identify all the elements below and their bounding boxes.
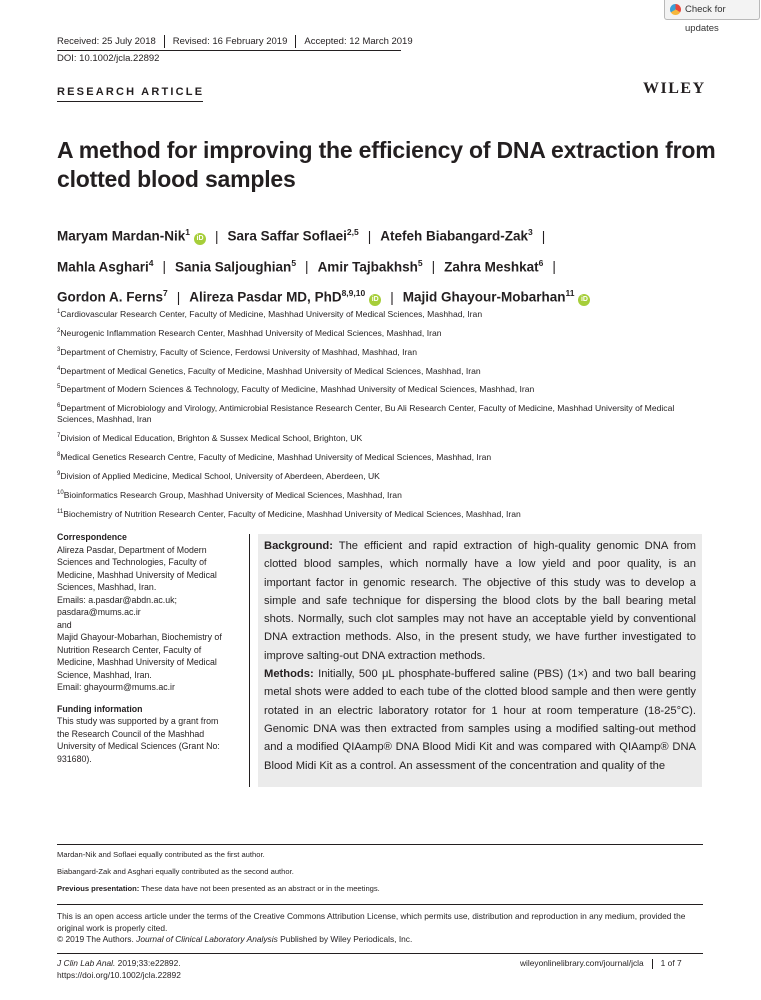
funding-text: This study was supported by a grant from the Research Council of the Mashhad University of Medical Sciences (Grant No: 931680).: [57, 716, 220, 764]
author-affiliation-ref: 2,5: [346, 227, 359, 237]
author-affiliation-ref: 1: [185, 227, 191, 237]
check-for-updates-label: Check for updates: [685, 4, 726, 34]
doi[interactable]: DOI: 10.1002/jcla.22892: [57, 53, 160, 64]
affiliation-text: Division of Applied Medicine, Medical School, University of Aberdeen, Aberdeen, UK: [60, 470, 380, 481]
received-date: Received: 25 July 2018: [57, 36, 156, 47]
methods-label: Methods:: [264, 668, 314, 681]
affiliation-text: Medical Genetics Research Centre, Faculty of Medicine, Mashhad University of Medical Sciences, Mashhad, Iran: [60, 451, 492, 462]
license-rule: [57, 904, 703, 905]
doi-link[interactable]: https://doi.org/10.1002/jcla.22892: [57, 970, 181, 980]
affiliation: [57, 431, 687, 444]
correspondence-heading: Correspondence: [57, 532, 127, 542]
affiliation-number: 7: [57, 433, 61, 440]
affiliation: [57, 450, 687, 463]
affiliation: [57, 507, 687, 520]
correspondence-line: Majid Ghayour-Mobarhan, Biochemistry of Nutrition Research Center, Faculty of Medicine, Mashhad University of Medical Science, Mashhad, Iran.: [57, 632, 222, 680]
orcid-icon[interactable]: iD: [578, 294, 590, 306]
previous-label: Previous presentation:: [57, 884, 140, 893]
citation-rest: 2019;33:e22892.: [115, 958, 181, 968]
publisher-logo: WILEY: [643, 80, 706, 97]
copyright-line: [57, 934, 703, 946]
author-name: Atefeh Biabangard-Zak: [380, 228, 528, 244]
license-block: [57, 911, 703, 946]
correspondence-line[interactable]: Email: ghayourm@mums.ac.ir: [57, 682, 175, 692]
correspondence-line: and: [57, 619, 72, 630]
affiliation-number: 9: [57, 470, 61, 477]
author-name: Majid Ghayour-Mobarhan: [402, 289, 566, 305]
author-affiliation-ref: 8,9,10: [341, 288, 366, 298]
divider: [652, 959, 653, 969]
header-rule: [57, 50, 401, 51]
abstract-background: [258, 534, 702, 665]
abstract-methods: [258, 665, 702, 775]
funding-heading: Funding information: [57, 703, 143, 714]
article-title: A method for improving the efficiency of DNA extraction from clotted blood samples: [57, 137, 716, 192]
footer-right: [520, 957, 682, 969]
author-separator: |: [162, 259, 167, 274]
affiliation-number: 11: [57, 508, 64, 515]
affiliation-text: Department of Modern Sciences & Technology, Faculty of Medicine, Mashhad University of Medical Sciences, Mashhad, Iran: [60, 384, 535, 395]
methods-text: Initially, 500 μL phosphate-buffered saline (PBS) (1×) and two ball bearing metal shots were added to each tube of the clotted blood sample and then were gently rotated in an electric laboratory rotator for 1 hour at room temperature (18-25°C). Genomic DNA was then extracted from samples using a modified salting-out method and a modified QIAamp® DNA Blood Midi Kit and was compared with QIAamp® DNA Blood Midi Kit as a control. An assessment of the concentration and quality of the: [264, 668, 697, 772]
footer-citation: [57, 957, 181, 981]
author-affiliation-ref: 5: [417, 257, 423, 268]
affiliation: [57, 382, 687, 395]
footnotes: [57, 850, 697, 901]
background-text: The efficient and rapid extraction of high-quality genomic DNA from clotted blood samples, which normally have a low yield and poor quality, is an important factor in genomic research. The objective of this study was to develop a simple and safe technique for dispersing the blood clots by the ball bearing metal shots. Normally, such clot samples may not have an acceptable yield by conventional DNA extraction methods. Also, in the present study, we have further investigated to improve salting-out DNA extraction methods.: [264, 540, 696, 662]
accepted-date: Accepted: 12 March 2019: [304, 36, 413, 47]
affiliation-list: [57, 307, 687, 525]
affiliation: [57, 345, 687, 358]
author-separator: |: [305, 259, 309, 274]
background-label: Background:: [264, 540, 333, 552]
affiliation-text: Neurogenic Inflammation Research Center, Mashhad University of Medical Sciences, Mashhad, Iran: [60, 327, 442, 338]
divider: [295, 35, 296, 48]
author-list: [57, 219, 717, 311]
affiliation: [57, 469, 687, 482]
citation-line: [57, 957, 181, 969]
affiliation-number: 2: [57, 327, 61, 334]
correspondence-line: Alireza Pasdar, Department of Modern Sciences and Technologies, Faculty of Medicine, Mashhad University of Medical Sciences, Mashhad, Iran.: [57, 544, 217, 592]
affiliation: [57, 326, 687, 339]
check-for-updates-button[interactable]: [664, 0, 760, 34]
author-separator: |: [176, 289, 181, 305]
orcid-icon[interactable]: iD: [194, 233, 206, 245]
affiliation-text: Biochemistry of Nutrition Research Center, Faculty of Medicine, Mashhad University of Medical Sciences, Mashhad, Iran: [63, 508, 521, 519]
author-affiliation-ref: 3: [527, 227, 533, 237]
crossmark-icon: [670, 4, 681, 15]
affiliation-text: Bioinformatics Research Group, Mashhad University of Medical Sciences, Mashhad, Iran: [63, 489, 402, 500]
journal-name: Journal of Clinical Laboratory Analysis: [136, 934, 278, 944]
affiliation-text: Division of Medical Education, Brighton & Sussex Medical School, Brighton, UK: [60, 433, 363, 444]
abstract-box: [258, 534, 702, 787]
affiliation-number: 8: [57, 452, 61, 459]
affiliation-number: 1: [57, 309, 61, 315]
footnote: Biabangard-Zak and Asghari equally contributed as the second author.: [57, 867, 294, 876]
affiliation-number: 10: [57, 489, 64, 496]
copyright-pre: © 2019 The Authors.: [57, 934, 137, 944]
author-separator: |: [541, 228, 546, 244]
orcid-icon[interactable]: iD: [369, 294, 381, 306]
section-underline: [57, 101, 203, 102]
affiliation: [57, 364, 687, 377]
notes-rule: [57, 844, 703, 845]
footnote: Mardan-Nik and Soflaei equally contributed as the first author.: [57, 850, 265, 859]
author-name: Alireza Pasdar MD, PhD: [189, 289, 342, 305]
author-separator: |: [215, 228, 219, 244]
author-affiliation-ref: 6: [538, 257, 544, 268]
license-text: This is an open access article under the terms of the Creative Commons Attribution License, which permits use, distribution and reproduction in any medium, provided the original work is properly cited.: [57, 911, 686, 933]
affiliation: [57, 401, 687, 425]
page-number: 1 of 7: [660, 958, 682, 968]
author-name: Sara Saffar Soflaei: [227, 228, 347, 244]
affiliation-text: Department of Chemistry, Faculty of Science, Ferdowsi University of Mashhad, Mashhad, Iran: [60, 346, 417, 357]
article-dates: [57, 34, 413, 50]
affiliation: [57, 488, 687, 501]
previous-text: These data have not been presented as an abstract or in the meetings.: [141, 884, 380, 893]
author-affiliation-ref: 5: [291, 257, 297, 268]
affiliation-number: 4: [57, 365, 61, 372]
previous-presentation: [57, 884, 697, 894]
author-name: Amir Tajbakhsh: [317, 259, 418, 274]
author-separator: |: [367, 228, 372, 244]
author-name: Zahra Meshkat: [444, 259, 539, 274]
author-name: Sania Saljoughian: [175, 259, 292, 274]
author-separator: |: [390, 289, 394, 305]
affiliation-number: 5: [57, 384, 61, 391]
footer-rule: [57, 953, 703, 954]
revised-date: Revised: 16 February 2019: [172, 36, 288, 47]
author-separator: |: [431, 259, 436, 274]
author-separator: |: [552, 259, 556, 274]
affiliation-text: Department of Medical Genetics, Faculty of Medicine, Mashhad University of Medical Sciences, Mashhad, Iran: [60, 365, 481, 376]
affiliation-number: 3: [57, 346, 61, 353]
author-name: Gordon A. Ferns: [57, 289, 164, 305]
column-divider: [249, 534, 250, 787]
author-affiliation-ref: 11: [565, 288, 575, 298]
affiliation-text: Cardiovascular Research Center, Faculty of Medicine, Mashhad University of Medical Sciences, Mashhad, Iran: [60, 308, 483, 319]
divider: [164, 35, 165, 48]
affiliation-text: Department of Microbiology and Virology, Antimicrobial Resistance Research Center, Bu Ali Research Center, Faculty of Medicine, Mashhad University of Medical Sciences, Mashhad, Iran: [57, 403, 675, 425]
citation-journal: J Clin Lab Anal.: [57, 958, 116, 968]
section-label: RESEARCH ARTICLE: [57, 86, 205, 98]
correspondence-line[interactable]: Emails: a.pasdar@abdn.ac.uk; pasdara@mums.ac.ir: [57, 594, 177, 617]
affiliation-number: 6: [57, 403, 61, 410]
copyright-post: Published by Wiley Periodicals, Inc.: [277, 934, 413, 944]
author-name: Mahla Asghari: [57, 259, 149, 274]
affiliation: [57, 307, 687, 320]
sidebar-info: [57, 531, 232, 765]
author-affiliation-ref: 7: [163, 288, 168, 298]
journal-site-link[interactable]: wileyonlinelibrary.com/journal/jcla: [520, 958, 644, 968]
author-name: Maryam Mardan-Nik: [57, 228, 186, 244]
author-affiliation-ref: 4: [148, 257, 154, 268]
